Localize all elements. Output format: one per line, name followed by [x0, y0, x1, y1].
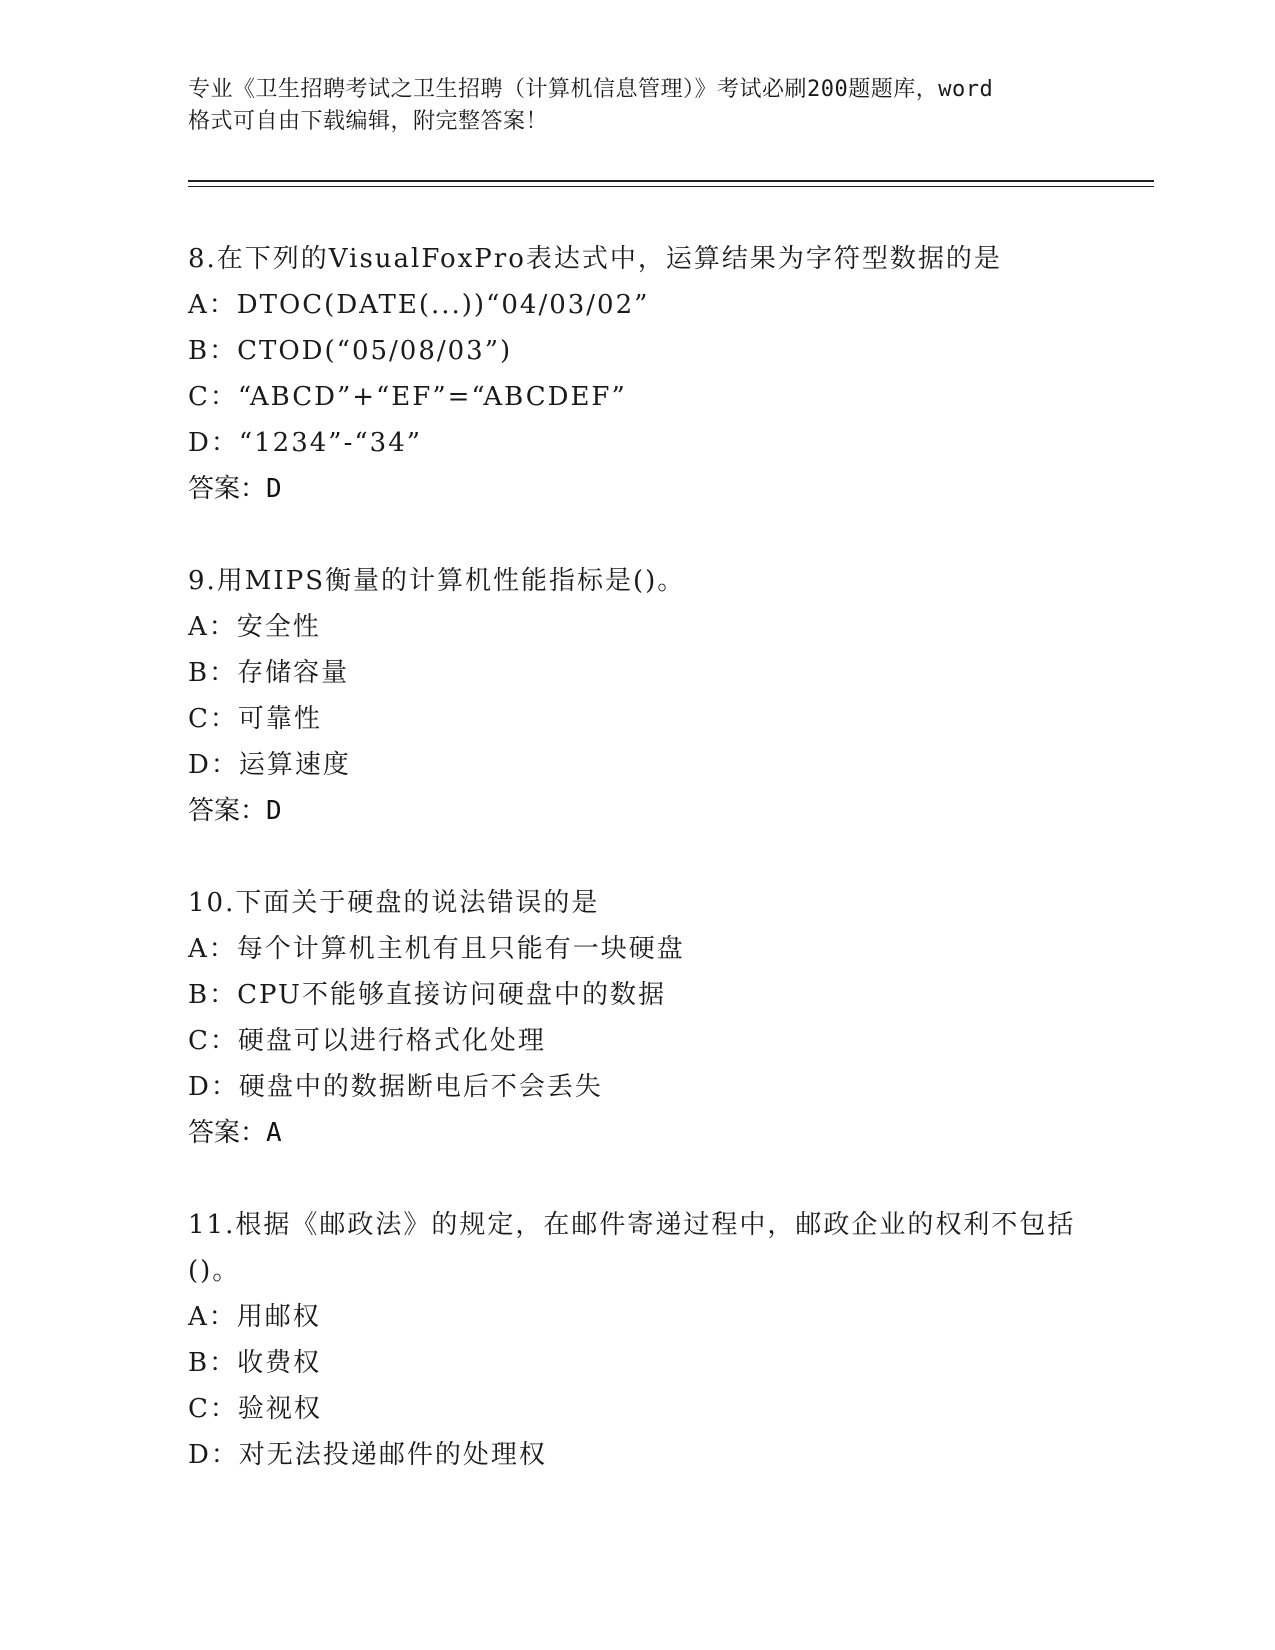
- header-title-line-1: 专业《卫生招聘考试之卫生招聘（计算机信息管理）》考试必刷200题题库，word: [188, 77, 994, 102]
- answer-line: 答案：D: [188, 796, 282, 826]
- option-c: C：“ABCD”+“EF”=“ABCDEF”: [188, 382, 627, 412]
- question-list: [188, 236, 1148, 1524]
- question-stem: 8.在下列的VisualFoxPro表达式中，运算结果为字符型数据的是: [188, 244, 1002, 274]
- option-a: A：用邮权: [188, 1302, 321, 1332]
- option-a: A：安全性: [188, 612, 321, 642]
- option-b: B：存储容量: [188, 658, 350, 688]
- option-c: C：可靠性: [188, 704, 322, 734]
- option-c: C：验视权: [188, 1394, 322, 1424]
- document-header: [188, 74, 1088, 138]
- header-title-line-2: 格式可自由下载编辑，附完整答案！: [188, 109, 549, 134]
- header-divider-thick: [188, 180, 1154, 182]
- option-d: D：硬盘中的数据断电后不会丢失: [188, 1072, 603, 1102]
- option-d: D：对无法投递邮件的处理权: [188, 1440, 547, 1470]
- option-b: B：收费权: [188, 1348, 322, 1378]
- option-a: A：每个计算机主机有且只能有一块硬盘: [188, 934, 685, 964]
- question-item-10: [188, 880, 1148, 1156]
- question-item-9: [188, 558, 1148, 834]
- question-stem: 11.根据《邮政法》的规定，在邮件寄递过程中，邮政企业的权利不包括()。: [188, 1210, 1076, 1286]
- option-b: B：CPU不能够直接访问硬盘中的数据: [188, 980, 666, 1010]
- question-stem: 10.下面关于硬盘的说法错误的是: [188, 888, 600, 918]
- answer-line: 答案：A: [188, 1118, 282, 1148]
- question-item-8: [188, 236, 1148, 512]
- option-a: A：DTOC(DATE(...))“04/03/02”: [188, 290, 650, 320]
- question-stem: 9.用MIPS衡量的计算机性能指标是()。: [188, 566, 686, 596]
- option-d: D：运算速度: [188, 750, 351, 780]
- answer-line: 答案：D: [188, 474, 282, 504]
- option-c: C：硬盘可以进行格式化处理: [188, 1026, 546, 1056]
- question-item-11: [188, 1202, 1148, 1478]
- option-d: D：“1234”-“34”: [188, 428, 423, 458]
- header-divider-thin: [188, 186, 1154, 187]
- option-b: B：CTOD(“05/08/03”): [188, 336, 513, 366]
